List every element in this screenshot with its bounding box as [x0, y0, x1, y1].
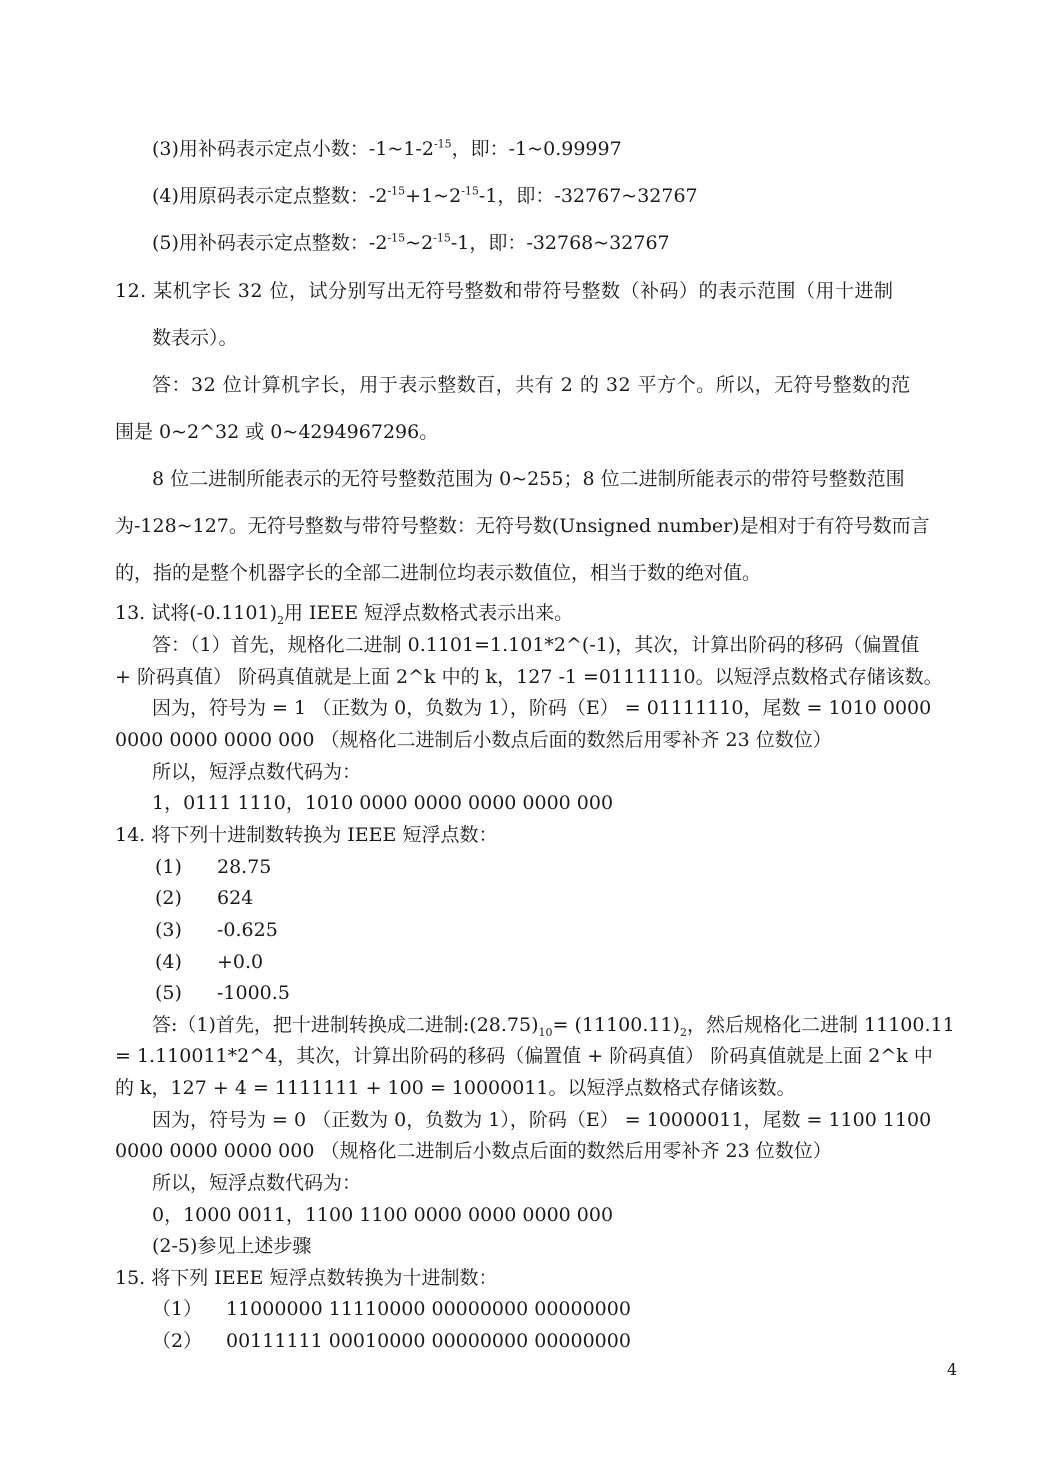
- list-item-3: (3)用补码表示定点小数：$-1\sim 1-2^{-15}$，即：-1~0.99997: [152, 137, 622, 160]
- q14-item-3: (3) -0.625: [155, 919, 278, 941]
- q14-answer-line3: 的 k，127 + 4 = 1111111 + 100 = 10000011。以短浮点数格式存储该数。: [115, 1077, 796, 1099]
- q13-answer-line2: + 阶码真值） 阶码真值就是上面 2^k 中的 k，127 -1 =01111110。以短浮点数格式存储该数。: [115, 666, 943, 688]
- q14-answer-line7: 0，1000 0011，1100 1100 0000 0000 0000 000: [152, 1204, 614, 1226]
- q13-answer-line5: 所以，短浮点数代码为：: [152, 761, 362, 783]
- q15-item-1: （1） 11000000 11110000 00000000 00000000: [152, 1298, 631, 1320]
- q12-answer-line4: 为-128~127。无符号整数与带符号整数：无符号数(Unsigned number)是相对于有符号数而言: [115, 515, 930, 537]
- q14-item-4: (4) +0.0: [155, 951, 264, 973]
- q13-question: 13. 试将$(-0.1101)_2$用 IEEE 短浮点数格式表示出来。: [115, 602, 574, 627]
- q13-answer-line1: 答：（1）首先，规格化二进制 0.1101=1.101*2^(-1)，其次，计算出阶码的移码（偏置值: [152, 634, 920, 656]
- q14-answer-line2: = 1.110011*2^4，其次，计算出阶码的移码（偏置值 + 阶码真值） 阶码真值就是上面 2^k 中: [115, 1045, 933, 1067]
- list-item-4: (4)用原码表示定点整数：$-2^{-15}+1\sim 2^{-15}-1$，即：-32767~32767: [152, 184, 698, 207]
- q14-item-2: (2) 624: [155, 887, 254, 909]
- q13-answer-line6: 1，0111 1110，1010 0000 0000 0000 0000 000: [152, 792, 614, 814]
- q12-question-line2: 数表示）。: [152, 327, 238, 349]
- q14-question: 14. 将下列十进制数转换为 IEEE 短浮点数：: [115, 824, 498, 846]
- q12-answer-line2: 围是 0~2^32 或 0~4294967296。: [115, 421, 439, 443]
- q12-question-line1: 12. 某机字长 32 位，试分别写出无符号整数和带符号整数（补码）的表示范围（用十进制: [115, 280, 894, 302]
- q15-item-2: （2） 00111111 00010000 00000000 00000000: [152, 1330, 631, 1352]
- q14-answer-line1: 答:（1)首先，把十进制转换成二进制$:(28.75)_{10}= (11100.11)_2$，然后规格化二进制 11100.11: [152, 1014, 955, 1039]
- q13-answer-line4: 0000 0000 0000 000 （规格化二进制后小数点后面的数然后用零补齐 23 位数位）: [115, 729, 832, 751]
- q12-answer-line3: 8 位二进制所能表示的无符号整数范围为 0~255；8 位二进制所能表示的带符号整数范围: [152, 468, 905, 490]
- q12-answer-line5: 的，指的是整个机器字长的全部二进制位均表示数值位，相当于数的绝对值。: [115, 562, 762, 584]
- q13-answer-line3: 因为，符号为 = 1 （正数为 0，负数为 1），阶码（E） = 01111110，尾数 = 1010 0000: [152, 697, 932, 719]
- q14-item-1: (1) 28.75: [155, 856, 272, 878]
- q15-question: 15. 将下列 IEEE 短浮点数转换为十进制数：: [115, 1267, 498, 1289]
- list-item-5: (5)用补码表示定点整数：$-2^{-15}\sim 2^{-15}-1$，即：-32768~32767: [152, 231, 670, 254]
- q14-answer-line6: 所以，短浮点数代码为：: [152, 1172, 362, 1194]
- q12-answer-line1: 答：32 位计算机字长，用于表示整数百，共有 2 的 32 平方个。所以，无符号整数的范: [152, 374, 911, 396]
- q14-answer-line4: 因为，符号为 = 0 （正数为 0，负数为 1），阶码（E） = 10000011，尾数 = 1100 1100: [152, 1109, 932, 1131]
- q14-answer-line8: (2-5)参见上述步骤: [152, 1235, 312, 1257]
- page-number: 4: [947, 1360, 958, 1379]
- q14-answer-line5: 0000 0000 0000 000 （规格化二进制后小数点后面的数然后用零补齐 23 位数位）: [115, 1140, 832, 1162]
- q14-item-5: (5) -1000.5: [155, 982, 290, 1004]
